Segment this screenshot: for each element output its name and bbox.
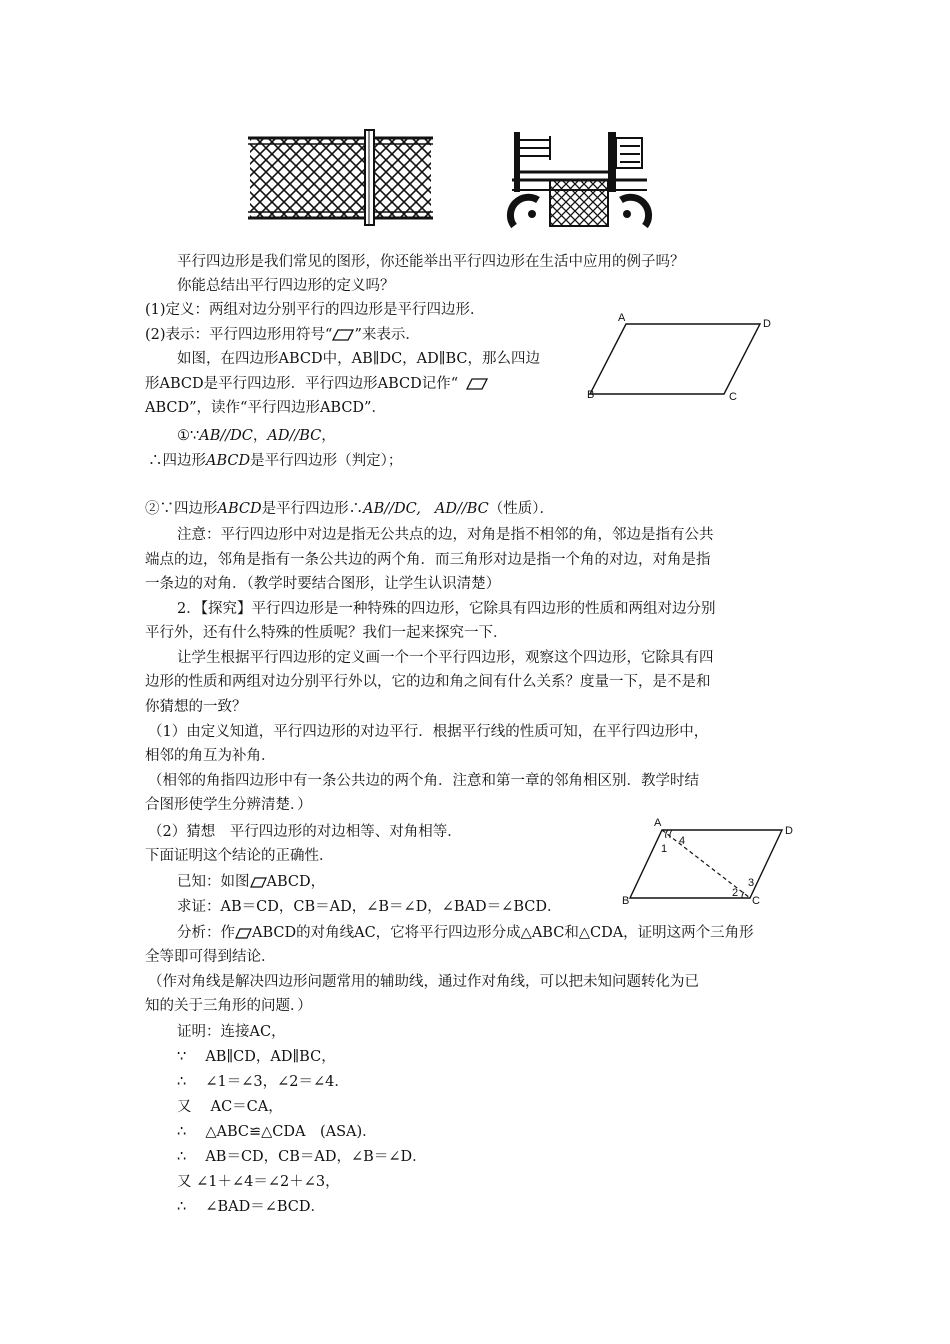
- property-a: ②∵四边形: [145, 501, 218, 517]
- proof-step-7: ∴ ∠BAD＝∠BCD．: [177, 1199, 326, 1215]
- judgement-ad-bc: AD//BC: [267, 428, 322, 444]
- proof-step-3: 又 AC＝CA，: [177, 1099, 283, 1115]
- fig2-label-d: D: [785, 825, 793, 837]
- remark-line-1: （相邻的角指四边形中有一条公共边的两个角．注意和第一章的邻角相区别．教学时结: [148, 773, 699, 789]
- proof-step-4: ∴ △ABC≌△CDA (ASA)．: [177, 1124, 377, 1140]
- aux-line-2: 知的关于三角形的问题．）: [145, 998, 312, 1014]
- explore-line-4: 边形的性质和两组对边分别平行外以，它的边和角之间有什么关系？度量一下，是不是和: [145, 674, 711, 690]
- note-line-2: 端点的边，邻角是指有一条公共边的两个角．而三角形对边是指一个角的对边，对角是指: [145, 552, 711, 568]
- explore-line-5: 你猜想的一致？: [145, 699, 247, 715]
- judgement-ab-dc: AB//DC: [199, 428, 253, 444]
- explore-line-1: 2．【探究】平行四边形是一种特殊的四边形，它除具有四边形的性质和两组对边分别: [177, 601, 716, 617]
- example-line-1: 如图，在四边形ABCD中，AB∥DC，AD∥BC，那么四边: [177, 351, 540, 367]
- fig2-angle-3: 3: [748, 877, 755, 889]
- given-text: 已知：如图: [177, 874, 250, 890]
- fence-illustration: [248, 130, 433, 225]
- judgement-comma-1: ，: [252, 428, 268, 444]
- judgement-comma-2: ，: [321, 428, 336, 444]
- property-abcd: ABCD: [217, 501, 262, 517]
- parallelogram-symbol-icon: [235, 928, 252, 939]
- property-ad-bc: AD//BC: [434, 501, 489, 517]
- judgement-because: ①∵: [177, 428, 200, 444]
- property-ab-dc: AB//DC,: [363, 501, 421, 517]
- proof-step-1: ∵ AB∥CD，AD∥BC，: [177, 1049, 336, 1065]
- notation-line: [145, 325, 420, 345]
- prove-line: 求证：AB＝CD，CB＝AD，∠B＝∠D，∠BAD＝∠BCD．: [177, 899, 562, 915]
- property-1-line-1: （1）由定义知道，平行四边形的对边平行．根据平行线的性质可知，在平行四边形中，: [148, 724, 709, 740]
- intro-line-1: 平行四边形是我们常见的图形，你还能举出平行四边形在生活中应用的例子吗？: [177, 254, 685, 270]
- gate-illustration: [512, 130, 647, 230]
- given-abcd: ABCD，: [266, 874, 326, 890]
- fig2-label-a: A: [654, 817, 662, 829]
- fig2-angle-2: 2: [732, 887, 739, 899]
- property-line: [145, 499, 554, 519]
- judgement-line-2: [148, 451, 402, 471]
- notation-text-b: ”来表示．: [354, 327, 420, 343]
- parallelogram-symbol-icon: [466, 378, 488, 390]
- example-line-2: [145, 374, 488, 394]
- fig2-angle-1: 1: [661, 843, 668, 855]
- explore-line-2: 平行外，还有什么特殊的性质呢？我们一起来探究一下．: [145, 625, 508, 641]
- judgement-therefore: ∴四边形: [148, 453, 206, 469]
- proof-step-2: ∴ ∠1＝∠3，∠2＝∠4．: [177, 1074, 349, 1090]
- example-text-a: 形ABCD是平行四边形．平行四边形ABCD记作“: [145, 376, 459, 392]
- fig1-label-c: C: [729, 391, 737, 403]
- judgement-abcd: ABCD: [206, 453, 251, 469]
- proof-step-5: ∴ AB＝CD，CB＝AD，∠B＝∠D．: [177, 1149, 427, 1165]
- definition-line: (1)定义：两组对边分别平行的四边形是平行四边形．: [145, 302, 485, 318]
- property-1-line-2: 相邻的角互为补角．: [145, 748, 276, 764]
- proof-start-line: 证明：连接AC，: [177, 1024, 286, 1040]
- fig1-label-b: B: [587, 389, 595, 401]
- conjecture-line: （2）猜想 平行四边形的对边相等、对角相等．: [148, 824, 462, 840]
- explore-line-3: 让学生根据平行四边形的定义画一个一个平行四边形，观察这个四边形，它除具有四: [177, 650, 714, 666]
- parallelogram-symbol-icon: [250, 877, 267, 888]
- intro-line-2: 你能总结出平行四边形的定义吗？: [177, 278, 395, 294]
- example-line-3: ABCD”，读作“平行四边形ABCD”．: [145, 400, 386, 416]
- fig2-angle-4: 4: [679, 835, 686, 847]
- judgement-conclusion: 是平行四边形（判定）；: [250, 453, 403, 469]
- remark-line-2: 合图形使学生分辨清楚．）: [145, 797, 312, 813]
- parallelogram-figure-1: [582, 312, 782, 407]
- analysis-line-2: 全等即可得到结论．: [145, 949, 276, 965]
- proof-intro-line: 下面证明这个结论的正确性．: [145, 848, 334, 864]
- parallelogram-symbol-icon: [332, 329, 354, 341]
- proof-step-6: 又 ∠1＋∠4＝∠2＋∠3，: [177, 1174, 340, 1190]
- note-line-3: 一条边的对角．（教学时要结合图形，让学生认识清楚）: [145, 576, 501, 592]
- property-f: （性质）．: [488, 501, 554, 517]
- notation-text-a: (2)表示：平行四边形用符号“: [145, 327, 333, 343]
- parallelogram-figure-2: [618, 814, 803, 909]
- aux-line-1: （作对角线是解决四边形问题常用的辅助线，通过作对角线，可以把未知问题转化为已: [148, 974, 699, 990]
- analysis-text-a: 分析：作: [177, 925, 235, 941]
- fig2-label-b: B: [622, 895, 630, 907]
- note-line-1: 注意：平行四边形中对边是指无公共点的边，对角是指不相邻的角，邻边是指有公共: [177, 527, 714, 543]
- fig1-label-d: D: [763, 318, 771, 330]
- analysis-line-1: [177, 923, 754, 943]
- judgement-line-1: [177, 426, 336, 446]
- analysis-text-b: ABCD的对角线AC，它将平行四边形分成△ABC和△CDA，证明这两个三角形: [252, 925, 754, 941]
- fig1-label-a: A: [618, 312, 626, 324]
- property-c: 是平行四边形∴: [261, 501, 364, 517]
- fig2-label-c: C: [752, 895, 760, 907]
- given-line: [177, 872, 325, 892]
